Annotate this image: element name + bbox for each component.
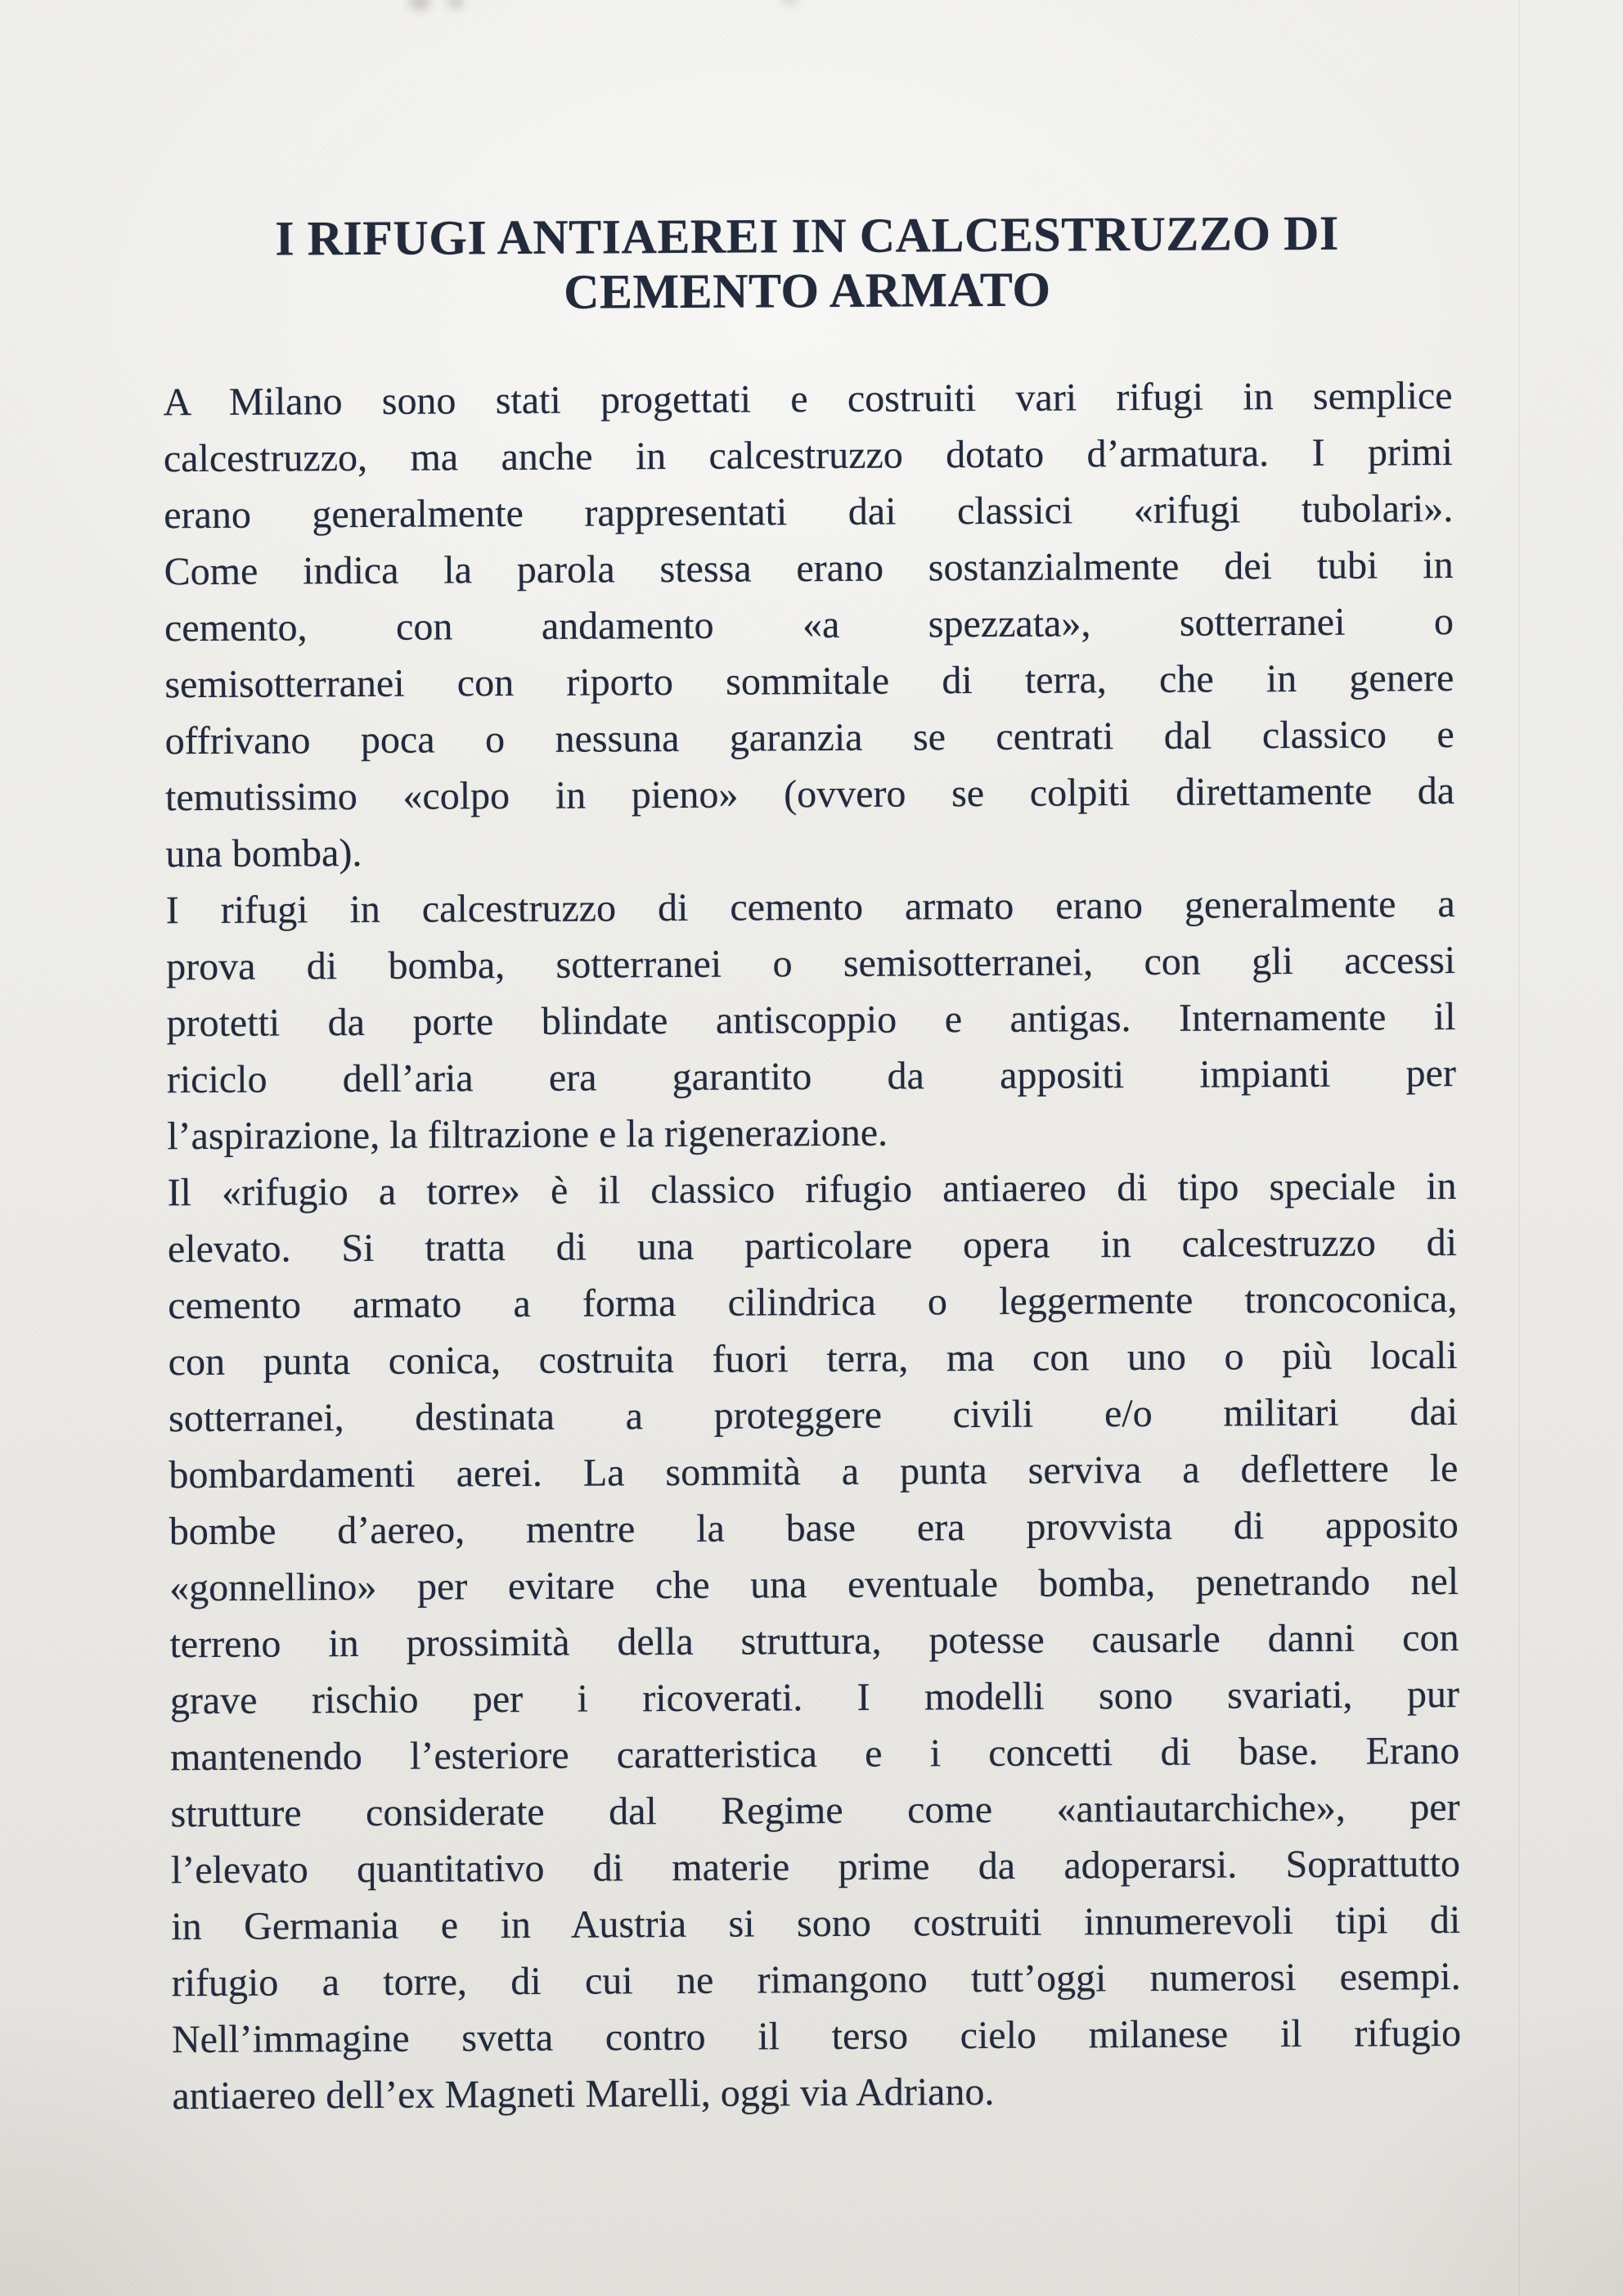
text-line: riciclo dell’aria era garantito da appositi impianti per <box>166 1051 1457 1102</box>
text-line: l’aspirazione, la filtrazione e la rigenerazione. <box>167 1110 888 1159</box>
text-line: bombe d’aereo, mentre la base era provvista di apposito <box>169 1503 1459 1554</box>
text-line: terreno in prossimità della struttura, potesse causarle danni con <box>169 1616 1459 1667</box>
text-line: strutture considerate dal Regime come «antiautarchiche», per <box>170 1785 1460 1836</box>
text-line: l’elevato quantitativo di materie prime da adoperarsi. Soprattutto <box>170 1841 1461 1893</box>
text-line: Come indica la parola stessa erano sostanzialmente dei tubi in <box>164 543 1454 594</box>
article-body <box>163 367 1461 2124</box>
text-line: Il «rifugio a torre» è il classico rifugio antiaereo di tipo speciale in <box>167 1164 1457 1215</box>
text-line: con punta conica, costruita fuori terra, ma con uno o più locali <box>168 1334 1458 1384</box>
article-title <box>162 205 1452 322</box>
text-line: cemento, con andamento «a spezzata», sotterranei o <box>164 600 1454 651</box>
text-line: in Germania e in Austria si sono costruiti innumerevoli tipi di <box>171 1898 1461 1949</box>
text-line: protetti da porte blindate antiscoppio e antigas. Internamente il <box>166 995 1456 1046</box>
text-line: semisotterranei con riporto sommitale di terra, che in genere <box>164 656 1454 707</box>
text-line: bombardamenti aerei. La sommità a punta serviva a deflettere le <box>169 1447 1459 1497</box>
text-line: erano generalmente rappresentati dai classici «rifugi tubolari». <box>164 487 1454 538</box>
text-line: elevato. Si tratta di una particolare opera in calcestruzzo di <box>167 1221 1458 1272</box>
text-line: temutissimo «colpo in pieno» (ovvero se colpiti direttamente da <box>164 769 1455 820</box>
text-line: sotterranei, destinata a proteggere civili e/o militari dai <box>168 1390 1459 1441</box>
text-line: rifugio a torre, di cui ne rimangono tutt’oggi numerosi esempi. <box>171 1954 1461 2006</box>
text-line: antiaereo dell’ex Magneti Marelli, oggi via Adriano. <box>172 2069 995 2118</box>
article-title-line-1: I RIFUGI ANTIAEREI IN CALCESTRUZZO DI <box>275 205 1339 266</box>
text-line: calcestruzzo, ma anche in calcestruzzo dotato d’armatura. I primi <box>163 430 1454 481</box>
text-line: «gonnellino» per evitare che una eventuale bomba, penetrando nel <box>169 1560 1459 1610</box>
text-line: grave rischio per i ricoverati. I modelli sono svariati, pur <box>169 1672 1459 1723</box>
text-line: prova di bomba, sotterranei o semisotterranei, con gli accessi <box>166 939 1456 989</box>
text-line: I rifugi in calcestruzzo di cemento armato erano generalmente a <box>165 882 1455 933</box>
text-line: mantenendo l’esteriore caratteristica e i concetti di base. Erano <box>170 1728 1460 1780</box>
text-line: cemento armato a forma cilindrica o leggermente troncoconica, <box>168 1277 1458 1328</box>
text-line: offrivano poca o nessuna garanzia se centrati dal classico e <box>164 713 1454 763</box>
text-line: A Milano sono stati progettati e costruiti vari rifugi in semplice <box>163 374 1453 425</box>
text-line: Nell’immagine svetta contro il terso cielo milanese il rifugio <box>171 2010 1462 2062</box>
text-line: una bomba). <box>165 831 362 876</box>
article-title-line-2: CEMENTO ARMATO <box>563 262 1051 319</box>
